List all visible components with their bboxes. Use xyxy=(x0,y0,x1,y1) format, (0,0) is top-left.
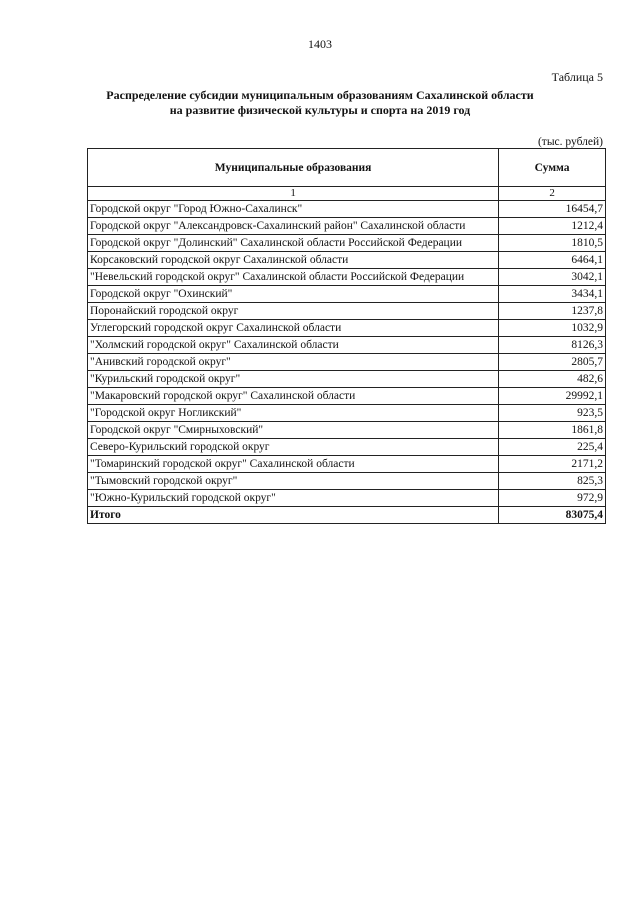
table-header-row xyxy=(88,149,606,187)
subsidy-amount: 1032,9 xyxy=(499,320,606,337)
subsidy-amount: 16454,7 xyxy=(499,201,606,218)
municipality-name: "Макаровский городской округ" Сахалинской области xyxy=(88,388,499,405)
table-row xyxy=(88,371,606,388)
table-row xyxy=(88,490,606,507)
table-row xyxy=(88,252,606,269)
table-row xyxy=(88,269,606,286)
table-row xyxy=(88,405,606,422)
table-row xyxy=(88,337,606,354)
subsidy-amount: 1212,4 xyxy=(499,218,606,235)
municipality-name: "Холмский городской округ" Сахалинской области xyxy=(88,337,499,354)
column-number-1: 1 xyxy=(88,187,499,201)
page-number: 1403 xyxy=(308,37,332,51)
header-sum: Сумма xyxy=(499,149,606,187)
municipality-name: "Анивский городской округ" xyxy=(88,354,499,371)
municipality-name: "Городской округ Ногликский" xyxy=(88,405,499,422)
table-row xyxy=(88,235,606,252)
subsidy-amount: 1237,8 xyxy=(499,303,606,320)
subsidy-amount: 225,4 xyxy=(499,439,606,456)
table-row xyxy=(88,422,606,439)
municipality-name: Городской округ "Город Южно-Сахалинск" xyxy=(88,201,499,218)
table-row xyxy=(88,201,606,218)
table-row xyxy=(88,218,606,235)
municipality-name: Северо-Курильский городской округ xyxy=(88,439,499,456)
table-row xyxy=(88,303,606,320)
municipality-name: "Курильский городской округ" xyxy=(88,371,499,388)
municipality-name: Городской округ "Смирныховский" xyxy=(88,422,499,439)
municipality-name: Поронайский городской округ xyxy=(88,303,499,320)
table-row xyxy=(88,456,606,473)
subsidy-amount: 3434,1 xyxy=(499,286,606,303)
column-number-row xyxy=(88,187,606,201)
municipality-name: "Невельский городской округ" Сахалинской области Российской Федерации xyxy=(88,269,499,286)
subsidy-amount: 1861,8 xyxy=(499,422,606,439)
subsidy-amount: 6464,1 xyxy=(499,252,606,269)
header-municipalities: Муниципальные образования xyxy=(88,149,499,187)
municipality-name: "Томаринский городской округ" Сахалинской области xyxy=(88,456,499,473)
table-row xyxy=(88,320,606,337)
table-row xyxy=(88,439,606,456)
document-title-line-2: на развитие физической культуры и спорта на 2019 год xyxy=(169,103,471,117)
municipality-name: Углегорский городской округ Сахалинской области xyxy=(88,320,499,337)
subsidy-amount: 923,5 xyxy=(499,405,606,422)
subsidy-table xyxy=(87,148,606,524)
subsidy-amount: 2171,2 xyxy=(499,456,606,473)
subsidy-amount: 972,9 xyxy=(499,490,606,507)
subsidy-amount: 482,6 xyxy=(499,371,606,388)
subsidy-amount: 8126,3 xyxy=(499,337,606,354)
table-body xyxy=(88,201,606,524)
table-label: Таблица 5 xyxy=(551,70,603,84)
municipality-name: Городской округ "Долинский" Сахалинской области Российской Федерации xyxy=(88,235,499,252)
subsidy-amount: 3042,1 xyxy=(499,269,606,286)
table-row xyxy=(88,286,606,303)
document-title-line-1: Распределение субсидии муниципальным образованиям Сахалинской области xyxy=(106,88,534,102)
total-label: Итого xyxy=(88,507,499,524)
subsidy-amount: 1810,5 xyxy=(499,235,606,252)
municipality-name: Корсаковский городской округ Сахалинской области xyxy=(88,252,499,269)
subsidy-amount: 2805,7 xyxy=(499,354,606,371)
subsidy-amount: 29992,1 xyxy=(499,388,606,405)
municipality-name: Городской округ "Охинский" xyxy=(88,286,499,303)
municipality-name: "Тымовский городской округ" xyxy=(88,473,499,490)
column-number-2: 2 xyxy=(499,187,606,201)
table-row xyxy=(88,354,606,371)
subsidy-amount: 825,3 xyxy=(499,473,606,490)
table-row xyxy=(88,388,606,405)
units-label: (тыс. рублей) xyxy=(537,136,603,148)
table-row xyxy=(88,473,606,490)
document-title xyxy=(60,88,580,118)
total-amount: 83075,4 xyxy=(499,507,606,524)
municipality-name: Городской округ "Александровск-Сахалинский район" Сахалинской области xyxy=(88,218,499,235)
total-row xyxy=(88,507,606,524)
municipality-name: "Южно-Курильский городской округ" xyxy=(88,490,499,507)
